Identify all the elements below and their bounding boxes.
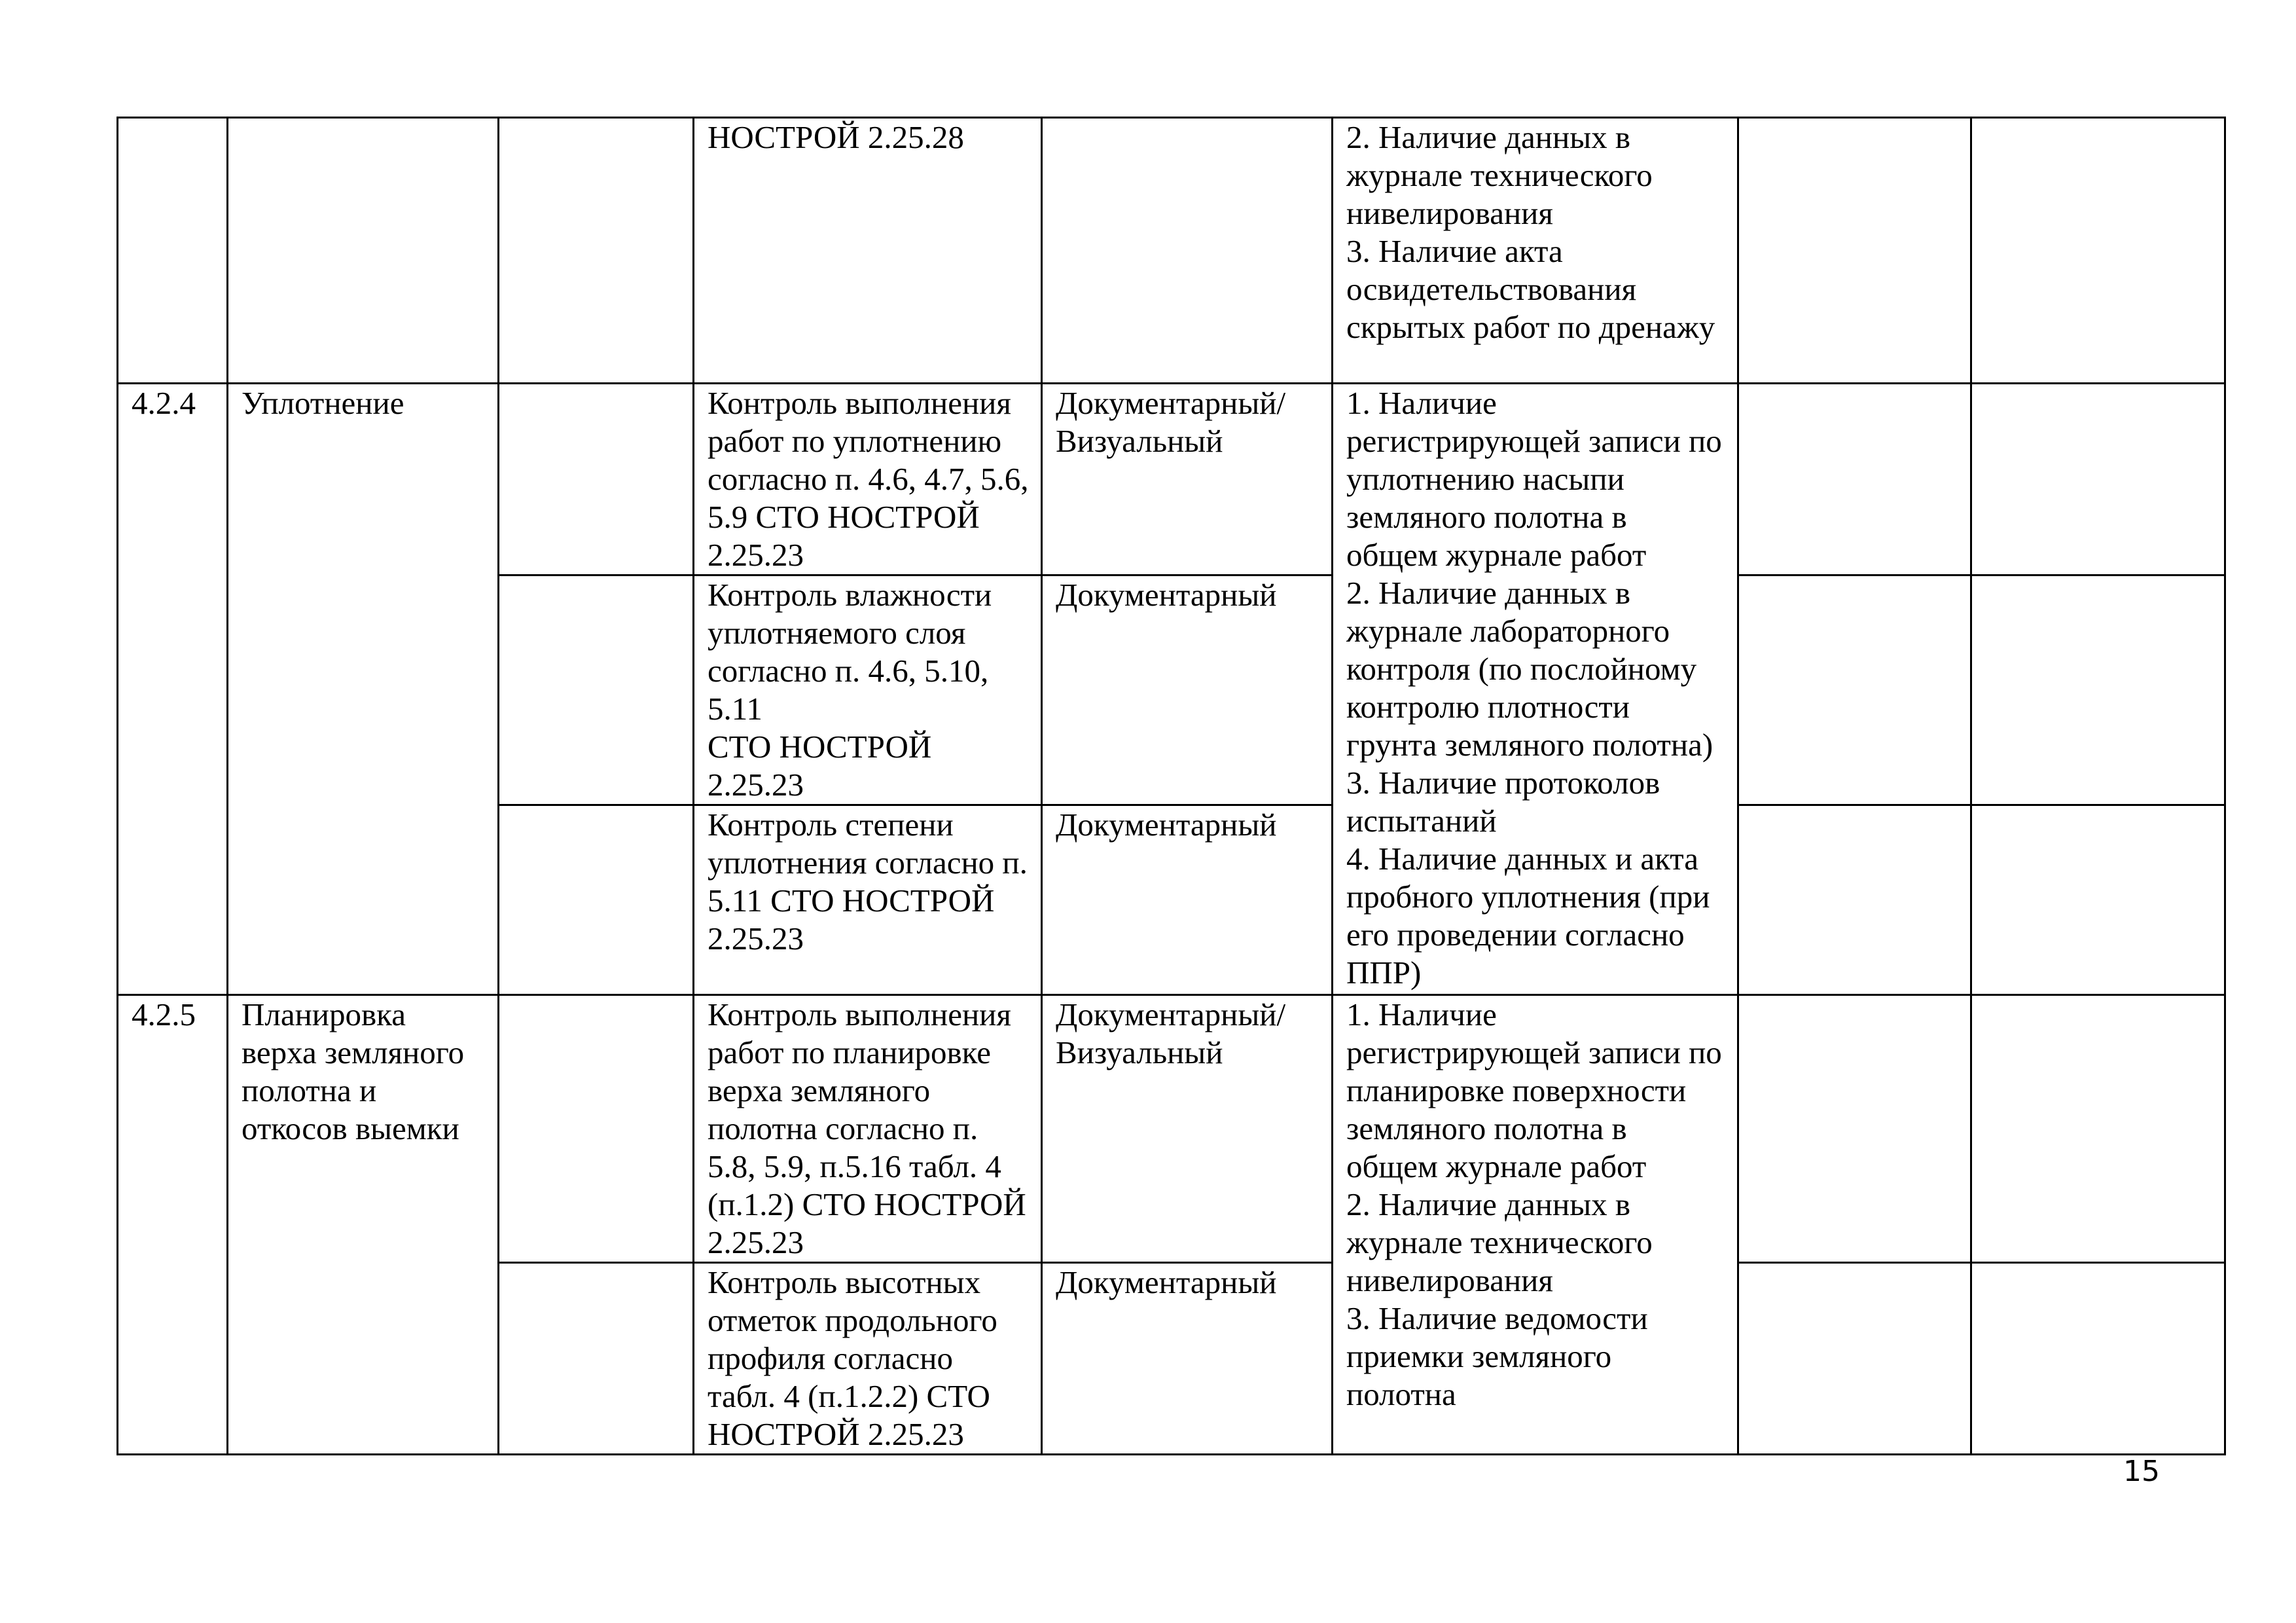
- requirements-list: 1. Наличие регистрирующей записи по уплотнению насыпи земляного полотна в общем журнале работ 2. Наличие данных в журнале лабораторного контроля (по послойному контролю плотности грунта земляного полотна) 3. Наличие протоколов испытаний 4. Наличие данных и акта пробного уплотнения (при его проведении согласно ППР): [1333, 384, 1738, 995]
- control-description: Контроль выполнения работ по планировке верха земляного полотна согласно п. 5.8, 5.9, п.5.16 табл. 4 (п.1.2) СТО НОСТРОЙ 2.25.23: [694, 995, 1042, 1263]
- cell-empty: [499, 995, 694, 1263]
- cell-empty: [1971, 995, 2225, 1263]
- cell-number: [118, 118, 228, 384]
- cell-empty: [499, 805, 694, 995]
- cell-empty: [1971, 805, 2225, 995]
- cell-empty: [1738, 575, 1971, 805]
- item-number: 4.2.4: [118, 384, 228, 995]
- cell-empty: [1738, 384, 1971, 575]
- cell-empty: [1971, 384, 2225, 575]
- requirements-list: 1. Наличие регистрирующей записи по планировке поверхности земляного полотна в общем журнале работ 2. Наличие данных в журнале технического нивелирования 3. Наличие ведомости приемки земляного полотна: [1333, 995, 1738, 1455]
- control-description: Контроль высотных отметок продольного профиля согласно табл. 4 (п.1.2.2) СТО НОСТРОЙ 2.25.23: [694, 1263, 1042, 1455]
- control-description: Контроль влажности уплотняемого слоя согласно п. 4.6, 5.10, 5.11 СТО НОСТРОЙ 2.25.23: [694, 575, 1042, 805]
- cell-method: [1042, 118, 1333, 384]
- control-method: Документарный: [1042, 1263, 1333, 1455]
- table-row: [118, 118, 2225, 384]
- cell-empty: [1738, 805, 1971, 995]
- table-row: [118, 995, 2225, 1263]
- inspection-table: [117, 117, 2226, 1455]
- cell-name: [228, 118, 499, 384]
- cell-empty: [1738, 995, 1971, 1263]
- cell-empty: [1971, 575, 2225, 805]
- cell-empty: [1738, 118, 1971, 384]
- control-description: Контроль выполнения работ по уплотнению согласно п. 4.6, 4.7, 5.6, 5.9 СТО НОСТРОЙ 2.25.23: [694, 384, 1042, 575]
- item-number: 4.2.5: [118, 995, 228, 1455]
- cell-empty: [499, 1263, 694, 1455]
- cell-empty: [1971, 1263, 2225, 1455]
- cell-control-doc: НОСТРОЙ 2.25.28: [694, 118, 1042, 384]
- page-number: 15: [2123, 1455, 2160, 1488]
- cell-empty: [499, 384, 694, 575]
- cell-empty: [1738, 1263, 1971, 1455]
- control-method: Документарный/ Визуальный: [1042, 995, 1333, 1263]
- table-row: [118, 384, 2225, 575]
- item-name: Уплотнение: [228, 384, 499, 995]
- cell-empty: [499, 118, 694, 384]
- item-name: Планировка верха земляного полотна и откосов выемки: [228, 995, 499, 1455]
- control-description: Контроль степени уплотнения согласно п. 5.11 СТО НОСТРОЙ 2.25.23: [694, 805, 1042, 995]
- cell-requirements: 2. Наличие данных в журнале технического нивелирования 3. Наличие акта освидетельствования скрытых работ по дренажу: [1333, 118, 1738, 384]
- control-method: Документарный: [1042, 805, 1333, 995]
- control-method: Документарный/ Визуальный: [1042, 384, 1333, 575]
- control-method: Документарный: [1042, 575, 1333, 805]
- cell-empty: [499, 575, 694, 805]
- cell-empty: [1971, 118, 2225, 384]
